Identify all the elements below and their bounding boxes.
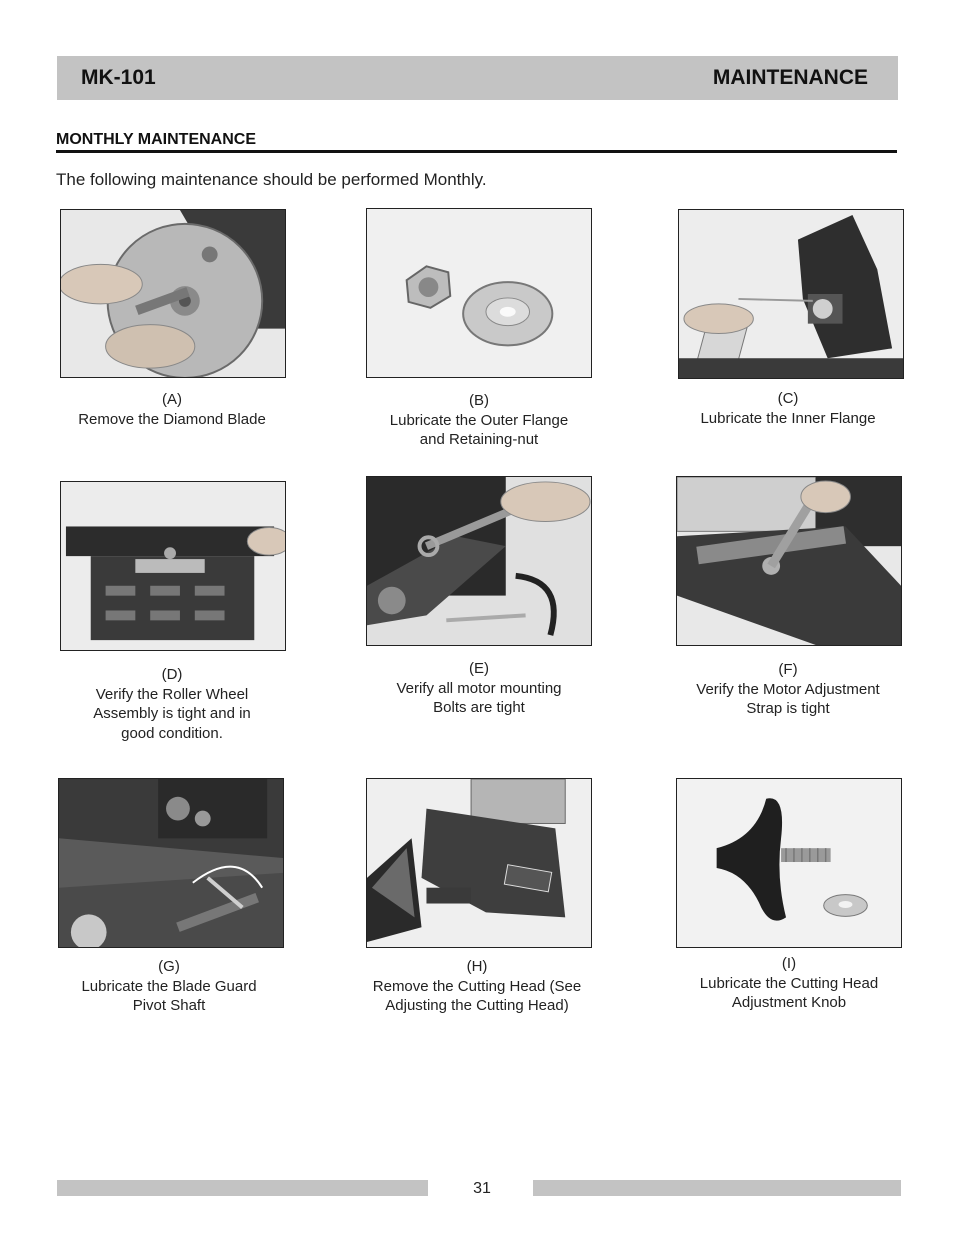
caption-d: (D) Verify the Roller Wheel Assembly is tight and in good condition. xyxy=(93,666,251,742)
intro-text: The following maintenance should be performed Monthly. xyxy=(56,170,487,189)
model-title: MK-101 xyxy=(81,66,156,89)
caption-b: (B) Lubricate the Outer Flange and Retaining-nut xyxy=(389,392,569,448)
photo-inner-flange xyxy=(678,209,904,379)
photo-roller-wheel xyxy=(60,481,286,651)
page-number: 31 xyxy=(473,1180,491,1197)
photo-adjustment-knob xyxy=(676,778,902,948)
caption-i: (I) Lubricate the Cutting Head Adjustment Knob xyxy=(699,955,879,1011)
caption-g: (G) Lubricate the Blade Guard Pivot Shaft xyxy=(81,958,257,1014)
photo-outer-flange xyxy=(366,208,592,378)
caption-e: (E) Verify all motor mounting Bolts are tight xyxy=(396,660,562,716)
caption-a: (A) Remove the Diamond Blade xyxy=(78,391,266,428)
caption-f: (F) Verify the Motor Adjustment Strap is tight xyxy=(696,661,880,717)
monthly-maintenance-heading: MONTHLY MAINTENANCE xyxy=(56,131,897,153)
photo-motor-bolts xyxy=(366,476,592,646)
page-header xyxy=(57,56,898,100)
section-title: MAINTENANCE xyxy=(712,66,868,89)
caption-c: (C) Lubricate the Inner Flange xyxy=(700,390,876,427)
footer-bar-left xyxy=(57,1180,428,1196)
footer-bar-right xyxy=(533,1180,901,1196)
photo-cutting-head xyxy=(366,778,592,948)
photo-blade-guard-shaft xyxy=(58,778,284,948)
photo-motor-strap xyxy=(676,476,902,646)
caption-h: (H) Remove the Cutting Head (See Adjusting the Cutting Head) xyxy=(372,958,582,1014)
photo-remove-blade xyxy=(60,209,286,378)
